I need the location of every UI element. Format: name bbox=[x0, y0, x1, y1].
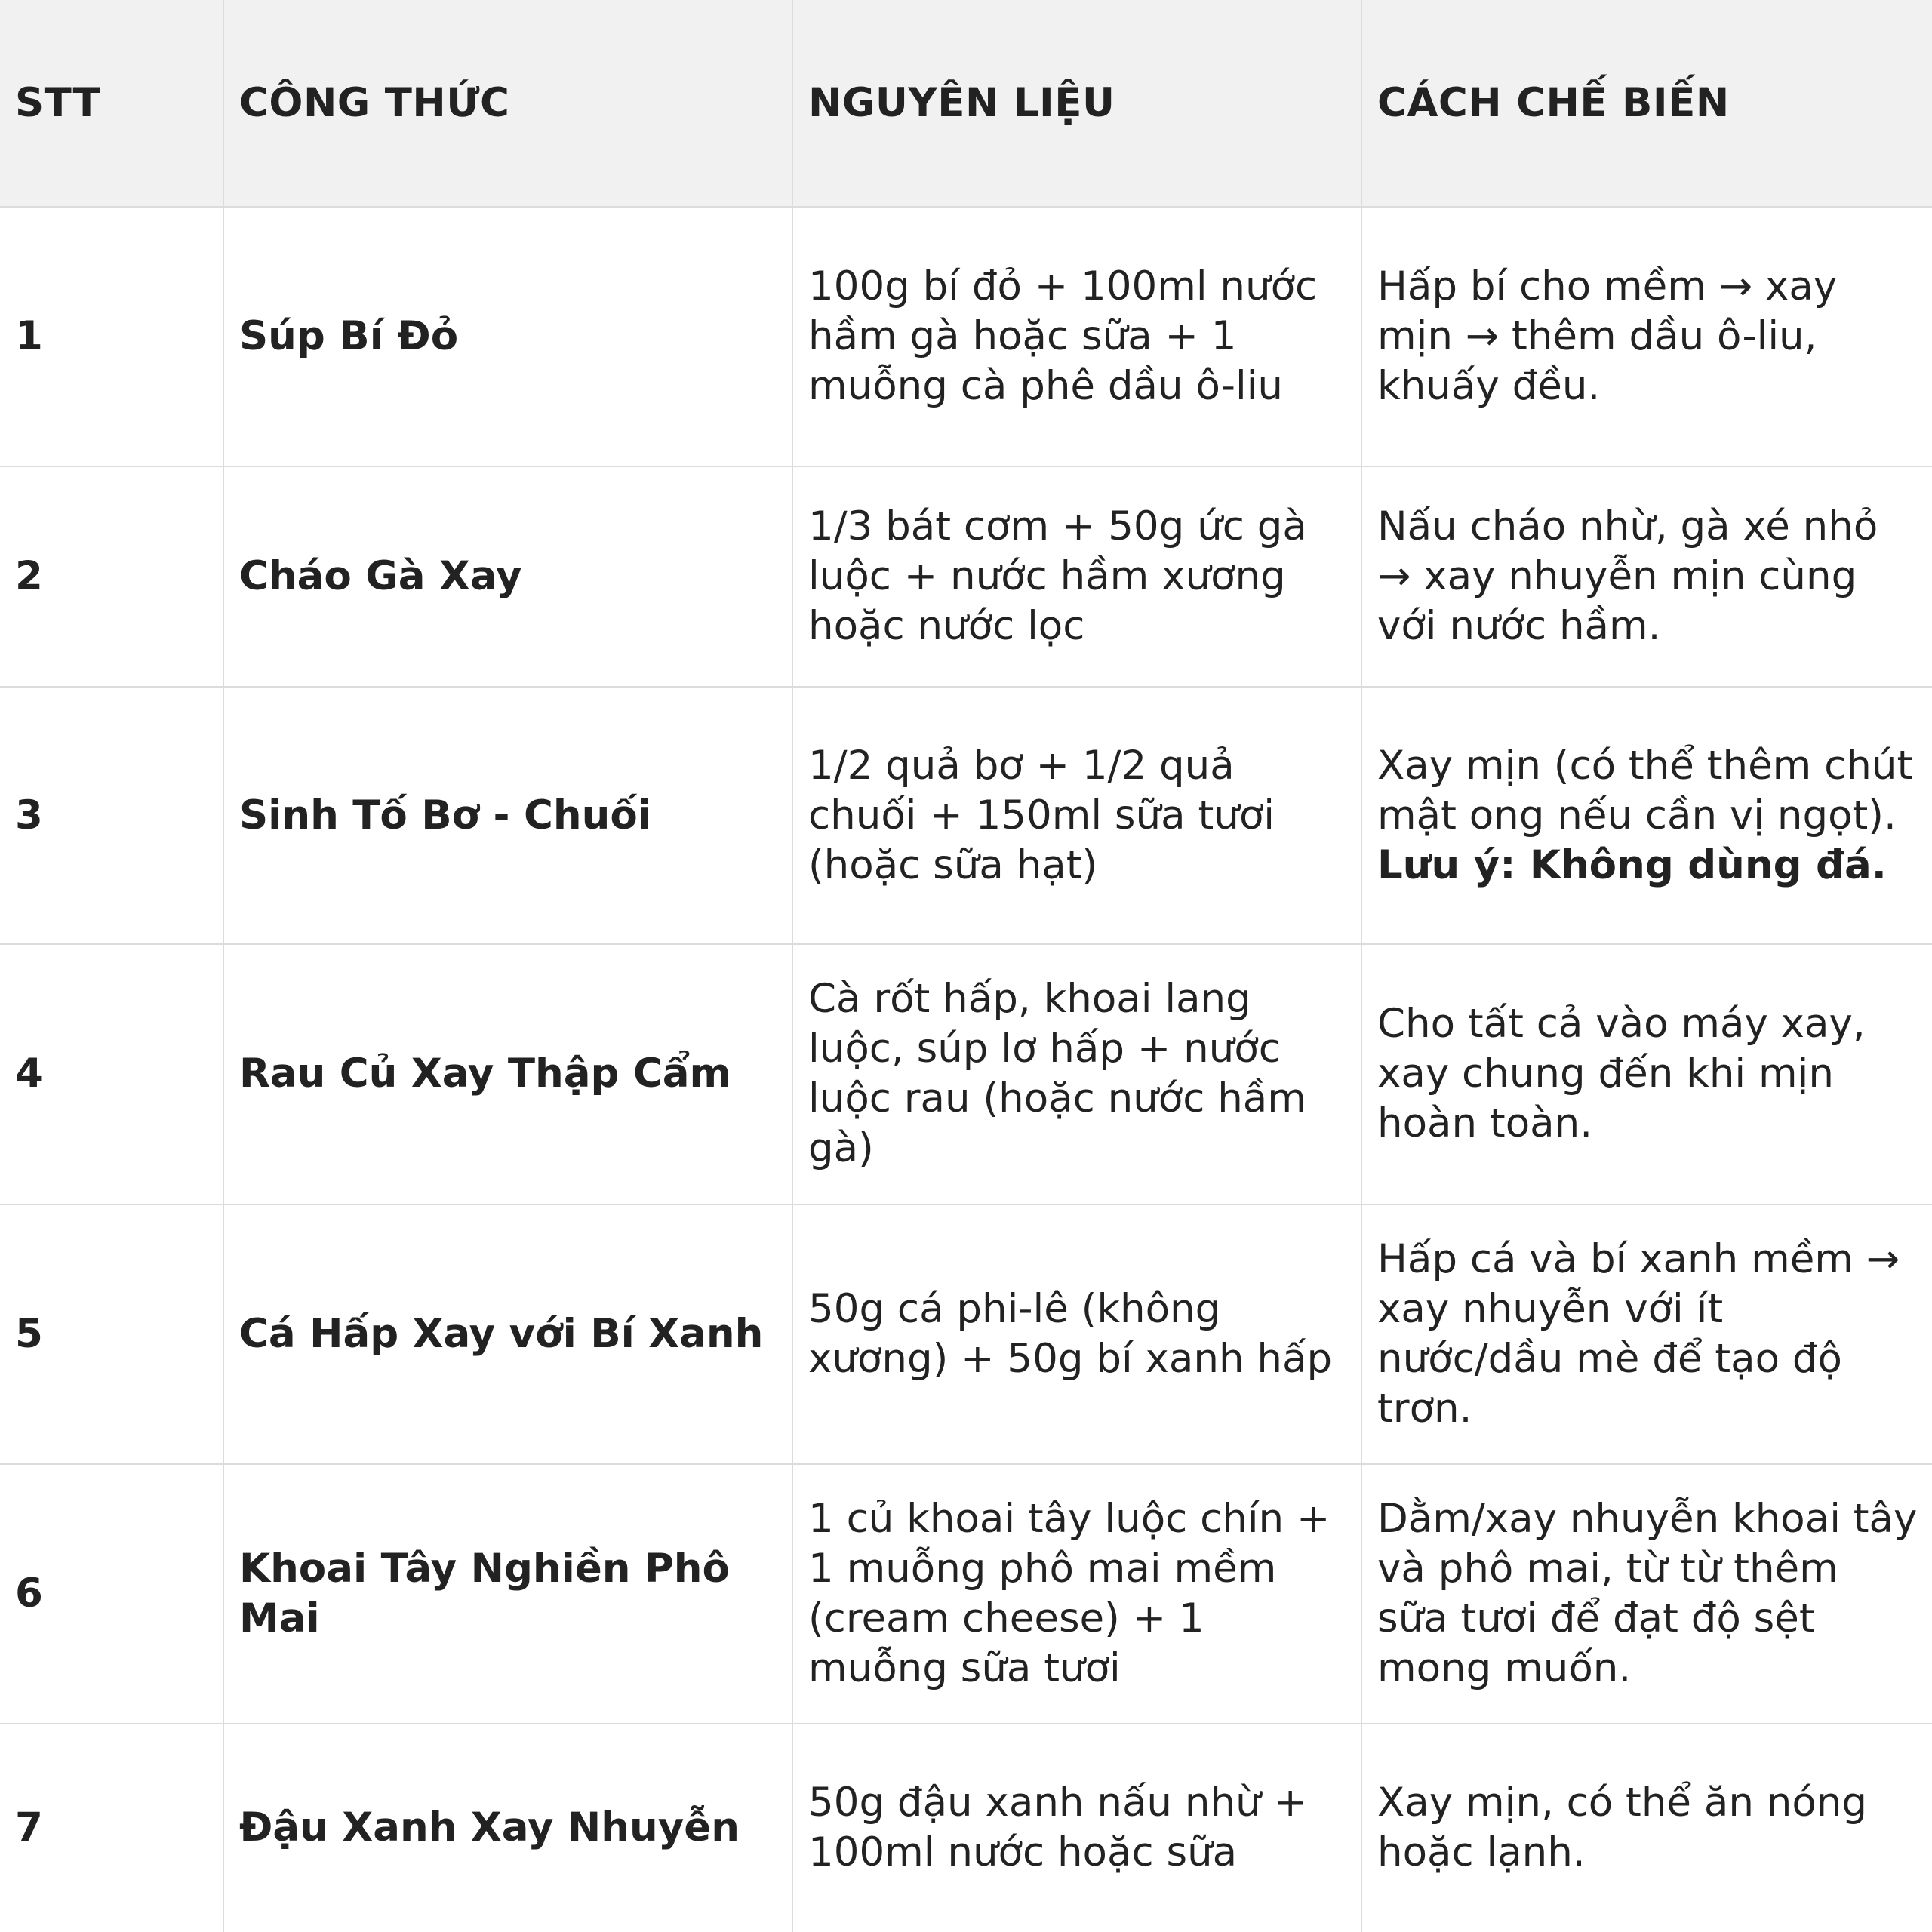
recipe-name: Sinh Tố Bơ - Chuối bbox=[223, 687, 792, 944]
recipe-method bbox=[1361, 1724, 1932, 1932]
recipe-name: Rau Củ Xay Thập Cẩm bbox=[223, 944, 792, 1204]
header-row bbox=[0, 0, 1932, 207]
recipe-name: Đậu Xanh Xay Nhuyễn bbox=[223, 1724, 792, 1932]
table-row bbox=[0, 207, 1932, 466]
header-ingredients: NGUYÊN LIỆU bbox=[792, 0, 1361, 207]
recipe-name: Súp Bí Đỏ bbox=[223, 207, 792, 466]
recipe-ingredients: 100g bí đỏ + 100ml nước hầm gà hoặc sữa + 1 muỗng cà phê dầu ô-liu bbox=[792, 207, 1361, 466]
row-number: 2 bbox=[0, 466, 223, 687]
header-method: CÁCH CHẾ BIẾN bbox=[1361, 0, 1932, 207]
recipe-method bbox=[1361, 687, 1932, 944]
method-text: Cho tất cả vào máy xay, xay chung đến khi mịn hoàn toàn. bbox=[1377, 1001, 1866, 1147]
recipe-name: Cá Hấp Xay với Bí Xanh bbox=[223, 1204, 792, 1464]
table-row bbox=[0, 466, 1932, 687]
recipe-method bbox=[1361, 1204, 1932, 1464]
method-note: Lưu ý: Không dùng đá. bbox=[1377, 841, 1887, 888]
table-row bbox=[0, 944, 1932, 1204]
row-number: 4 bbox=[0, 944, 223, 1204]
method-text: Nấu cháo nhừ, gà xé nhỏ → xay nhuyễn mịn cùng với nước hầm. bbox=[1377, 503, 1878, 650]
method-text: Hấp bí cho mềm → xay mịn → thêm dầu ô-liu, khuấy đều. bbox=[1377, 263, 1838, 410]
row-number: 3 bbox=[0, 687, 223, 944]
method-text: Hấp cá và bí xanh mềm → xay nhuyễn với ít nước/dầu mè để tạo độ trơn. bbox=[1377, 1235, 1900, 1432]
table-row bbox=[0, 1464, 1932, 1724]
recipe-ingredients: 1/3 bát cơm + 50g ức gà luộc + nước hầm xương hoặc nước lọc bbox=[792, 466, 1361, 687]
table-row bbox=[0, 687, 1932, 944]
recipe-method bbox=[1361, 1464, 1932, 1724]
header-recipe: CÔNG THỨC bbox=[223, 0, 792, 207]
recipe-ingredients: 50g cá phi-lê (không xương) + 50g bí xanh hấp bbox=[792, 1204, 1361, 1464]
recipe-ingredients: Cà rốt hấp, khoai lang luộc, súp lơ hấp + nước luộc rau (hoặc nước hầm gà) bbox=[792, 944, 1361, 1204]
row-number: 5 bbox=[0, 1204, 223, 1464]
recipe-method bbox=[1361, 207, 1932, 466]
table-row bbox=[0, 1724, 1932, 1932]
recipe-name: Khoai Tây Nghiền Phô Mai bbox=[223, 1464, 792, 1724]
recipe-ingredients: 1 củ khoai tây luộc chín + 1 muỗng phô mai mềm (cream cheese) + 1 muỗng sữa tươi bbox=[792, 1464, 1361, 1724]
method-text: Xay mịn, có thể ăn nóng hoặc lạnh. bbox=[1377, 1780, 1868, 1876]
recipe-name: Cháo Gà Xay bbox=[223, 466, 792, 687]
row-number: 7 bbox=[0, 1724, 223, 1932]
row-number: 6 bbox=[0, 1464, 223, 1724]
method-text: Dằm/xay nhuyễn khoai tây và phô mai, từ từ thêm sữa tươi để đạt độ sệt mong muốn. bbox=[1377, 1495, 1918, 1691]
recipe-method bbox=[1361, 466, 1932, 687]
recipe-method bbox=[1361, 944, 1932, 1204]
method-text: Xay mịn (có thể thêm chút mật ong nếu cần vị ngọt). bbox=[1377, 742, 1913, 838]
recipe-ingredients: 1/2 quả bơ + 1/2 quả chuối + 150ml sữa tươi (hoặc sữa hạt) bbox=[792, 687, 1361, 944]
header-stt: STT bbox=[0, 0, 223, 207]
table-row bbox=[0, 1204, 1932, 1464]
row-number: 1 bbox=[0, 207, 223, 466]
recipe-ingredients: 50g đậu xanh nấu nhừ + 100ml nước hoặc sữa bbox=[792, 1724, 1361, 1932]
